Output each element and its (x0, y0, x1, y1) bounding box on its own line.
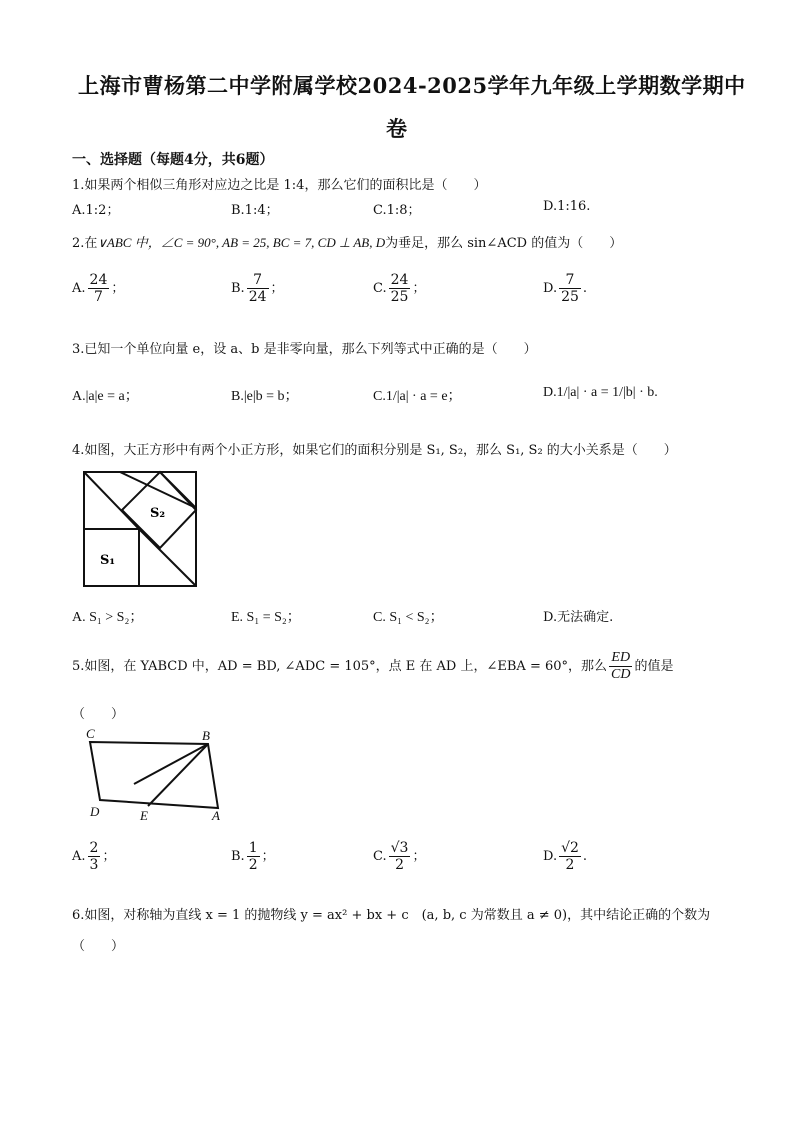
q5-figure-parallelogram (80, 726, 230, 826)
question-3-stem: 3.已知一个单位向量 e，设 a、b 是非零向量，那么下列等式中正确的是（ ） (72, 342, 537, 357)
q1-option-b: B.1:4； (231, 203, 279, 218)
q1-option-a: A.1:2； (72, 203, 120, 218)
section-heading: 一、选择题（每题4分，共6题） (72, 152, 274, 168)
question-5-stem-line2: （ ） (72, 707, 125, 722)
q4-figure-squares (80, 468, 202, 592)
question-6-stem: 6.如图，对称轴为直线 x = 1 的抛物线 y = ax² + bx + c (a, b, c 为常数且 a ≠ 0)，其中结论正确的个数为 (72, 908, 711, 923)
question-6-stem-line2: （ ） (72, 939, 125, 954)
q4-option-d: D.无法确定. (543, 610, 614, 625)
q2-option-a: A. $\frac{24}{7}$ ； (72, 272, 125, 305)
q5-option-b: B. $\frac{1}{2}$ ； (231, 840, 275, 873)
q5-option-d: D. $\frac{√2}{2}$ . (543, 840, 588, 873)
figure-label-d: D (90, 804, 100, 819)
q3-option-a: A.|a|e = a； (72, 389, 139, 404)
question-1-stem: 1.如果两个相似三角形对应边之比是 1:4，那么它们的面积比是（ ） (72, 178, 487, 193)
q4-option-b: E. S₁ = S₂； (231, 610, 301, 625)
q3-option-d: D.1/|a| · a = 1/|b| · b. (543, 385, 658, 400)
question-5-stem: 5.如图，在 YABCD 中，AD = BD, ∠ADC = 105°，点 E 在 AD 上，∠EBA = 60°，那么 $\frac{ED}{CD}$ 的值是 (72, 650, 674, 682)
q4-option-c: C. S₁ < S₂； (373, 610, 444, 625)
question-4-stem: 4.如图，大正方形中有两个小正方形，如果它们的面积分别是 S₁, S₂，那么 S₁, S₂ 的大小关系是（ ） (72, 443, 677, 458)
figure-label-b: B (202, 728, 210, 743)
question-2-stem: 2.在∨ABC 中，∠C = 90°, AB = 25, BC = 7, CD ⊥ AB, D为垂足，那么 sin∠ACD 的值为（ ） (72, 235, 623, 251)
figure-label-s2: S₂ (150, 506, 166, 521)
figure-label-e: E (140, 808, 148, 823)
q5-option-c: C. $\frac{√3}{2}$ ； (373, 840, 426, 873)
page-title-continued: 卷 (386, 116, 408, 141)
q4-option-a: A. S₁ > S₂； (72, 610, 144, 625)
q2-option-c: C. $\frac{24}{25}$ ； (373, 272, 426, 305)
figure-label-a: A (212, 808, 220, 823)
figure-label-s1: S₁ (100, 553, 116, 568)
q1-option-d: D.1:16. (543, 199, 591, 214)
q1-option-c: C.1:8； (373, 203, 421, 218)
page-title: 上海市曹杨第二中学附属学校2024-2025学年九年级上学期数学期中 (78, 73, 746, 98)
q2-option-b: B. $\frac{7}{24}$ ； (231, 272, 284, 305)
q3-option-b: B.|e|b = b； (231, 389, 299, 404)
q5-option-a: A. $\frac{2}{3}$ ； (72, 840, 116, 873)
q2-option-d: D. $\frac{7}{25}$ . (543, 272, 588, 305)
q3-option-c: C.1/|a| · a = e； (373, 389, 462, 404)
figure-label-c: C (86, 726, 95, 741)
